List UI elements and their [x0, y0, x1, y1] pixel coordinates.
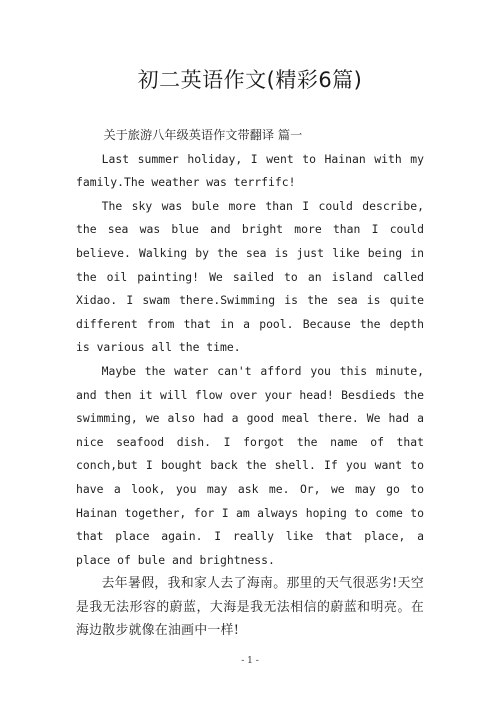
page-number: - 1 - [241, 656, 259, 666]
paragraph-1: Last summer holiday, I went to Hainan with my family.The weather was terrfifc! [76, 151, 424, 190]
paragraph-2: The sky was bule more than I could describe, the sea was blue and bright more than I could believe. Walking by the sea is just like being in the oil painting! We sailed to an island called Xidao. I swam there.Swimming is the sea is quite different from that in a pool. Because the depth is various all the time. [76, 198, 424, 355]
section-heading: 关于旅游八年级英语作文带翻译 篇一 [103, 128, 303, 142]
document-body [76, 124, 424, 643]
translation-paragraph: 去年暑假，我和家人去了海南。那里的天气很恶劣!天空是我无法形容的蔚蓝，大海是我无法相信的蔚蓝和明亮。在海边散步就像在油画中一样! [76, 576, 424, 639]
document-title: 初二英语作文(精彩6篇) [137, 68, 363, 92]
paragraph-3: Maybe the water can't afford you this minute, and then it will flow over your head! Besdieds the swimming, we also had a good meal there. We had a nice seafood dish. I forgot the name of that conch,but I bought back the shell. If you want to have a look, you may ask me. Or, we may go to Hainan together, for I am always hoping to come to that place again. I really like that place, a place of bule and brightness. [76, 363, 424, 567]
